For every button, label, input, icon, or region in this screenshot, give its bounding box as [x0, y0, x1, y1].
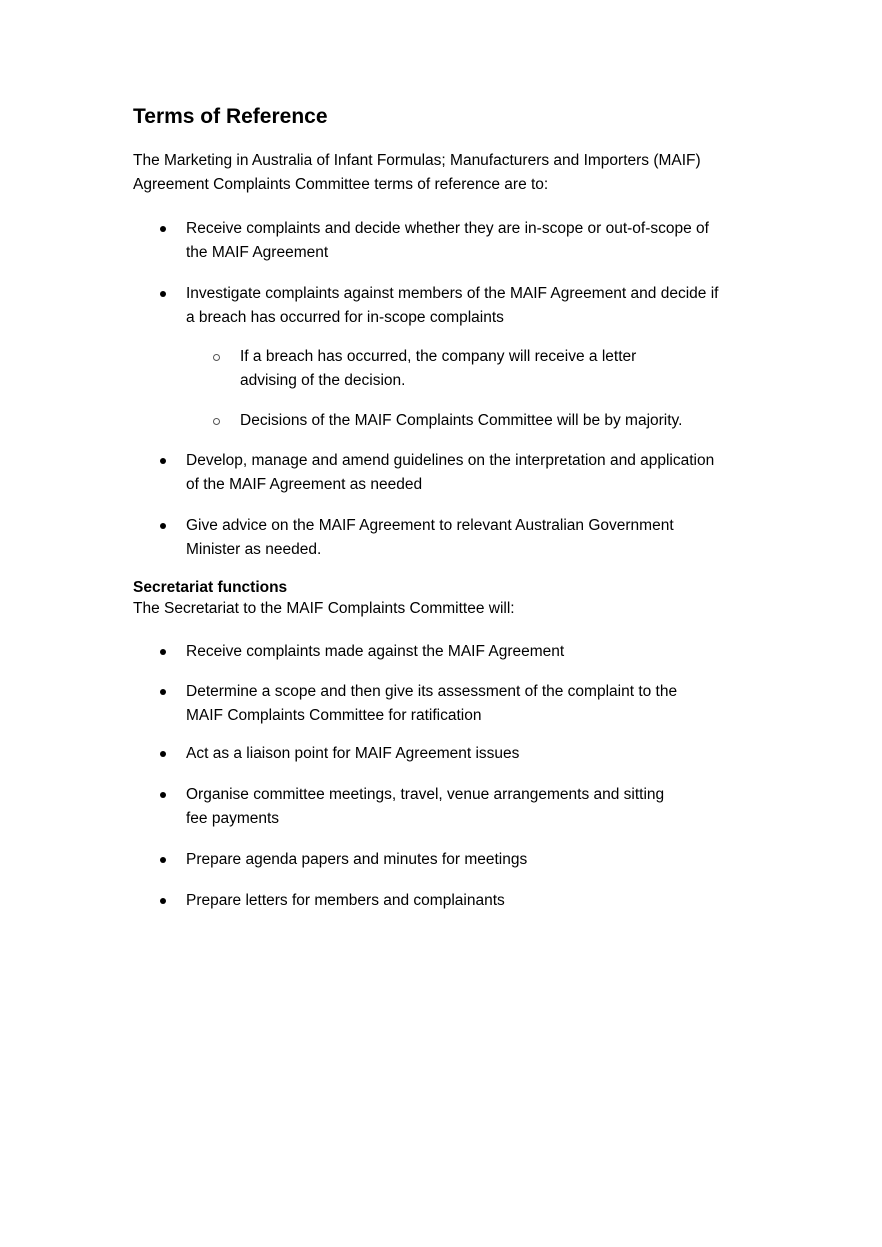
- bullet-icon: [160, 226, 166, 232]
- document-page: [133, 103, 773, 913]
- list-item: [133, 449, 773, 497]
- list-item-text: Give advice on the MAIF Agreement to relevant Australian Government: [186, 517, 674, 534]
- list-item-text: Receive complaints made against the MAIF Agreement: [186, 643, 565, 660]
- circle-bullet-icon: [213, 354, 220, 361]
- list-item-text: Prepare letters for members and complainants: [186, 892, 505, 909]
- sub-list-item: [133, 409, 773, 433]
- list-item-text: Determine a scope and then give its assessment of the complaint to the: [186, 683, 678, 700]
- sub-list: [186, 345, 773, 433]
- sub-list-item: [133, 345, 773, 393]
- circle-bullet-icon: [213, 418, 220, 425]
- sub-list-item-text: advising of the decision.: [240, 372, 406, 389]
- sub-list-item-text: Decisions of the MAIF Complaints Committee will be by majority.: [240, 412, 683, 429]
- section-heading-secretariat: Secretariat functions: [133, 579, 288, 596]
- list-item: [133, 640, 773, 664]
- list-item: [133, 680, 773, 728]
- page-title: Terms of Reference: [133, 105, 328, 128]
- secretariat-list: [133, 640, 773, 913]
- intro-paragraph: [133, 149, 773, 197]
- list-item: [133, 282, 773, 433]
- list-item-text: Prepare agenda papers and minutes for meetings: [186, 851, 528, 868]
- list-item: [133, 889, 773, 913]
- list-item-text: Act as a liaison point for MAIF Agreement issues: [186, 745, 520, 762]
- bullet-icon: [160, 792, 166, 798]
- section-intro: The Secretariat to the MAIF Complaints Committee will:: [133, 600, 515, 617]
- sub-list-item-text: If a breach has occurred, the company will receive a letter: [240, 348, 637, 365]
- list-item-text: Minister as needed.: [186, 541, 322, 558]
- list-item-text: fee payments: [186, 810, 280, 827]
- bullet-icon: [160, 523, 166, 529]
- list-item: [133, 783, 773, 831]
- list-item-text: Investigate complaints against members of the MAIF Agreement and decide if: [186, 285, 719, 302]
- bullet-icon: [160, 751, 166, 757]
- list-item: [133, 514, 773, 562]
- list-item-text: Organise committee meetings, travel, venue arrangements and sitting: [186, 786, 665, 803]
- terms-list: [133, 217, 773, 562]
- list-item: [133, 217, 773, 265]
- list-item-text: of the MAIF Agreement as needed: [186, 476, 423, 493]
- bullet-icon: [160, 291, 166, 297]
- bullet-icon: [160, 898, 166, 904]
- list-item-text: a breach has occurred for in-scope complaints: [186, 309, 504, 326]
- bullet-icon: [160, 458, 166, 464]
- list-item-text: Develop, manage and amend guidelines on the interpretation and application: [186, 452, 715, 469]
- list-item-text: MAIF Complaints Committee for ratification: [186, 707, 482, 724]
- list-item: [133, 742, 773, 766]
- intro-line: The Marketing in Australia of Infant Formulas; Manufacturers and Importers (MAIF): [133, 152, 701, 169]
- bullet-icon: [160, 649, 166, 655]
- list-item-text: the MAIF Agreement: [186, 244, 329, 261]
- bullet-icon: [160, 857, 166, 863]
- bullet-icon: [160, 689, 166, 695]
- list-item-text: Receive complaints and decide whether they are in-scope or out-of-scope of: [186, 220, 709, 237]
- list-item: [133, 848, 773, 872]
- intro-line: Agreement Complaints Committee terms of reference are to:: [133, 176, 549, 193]
